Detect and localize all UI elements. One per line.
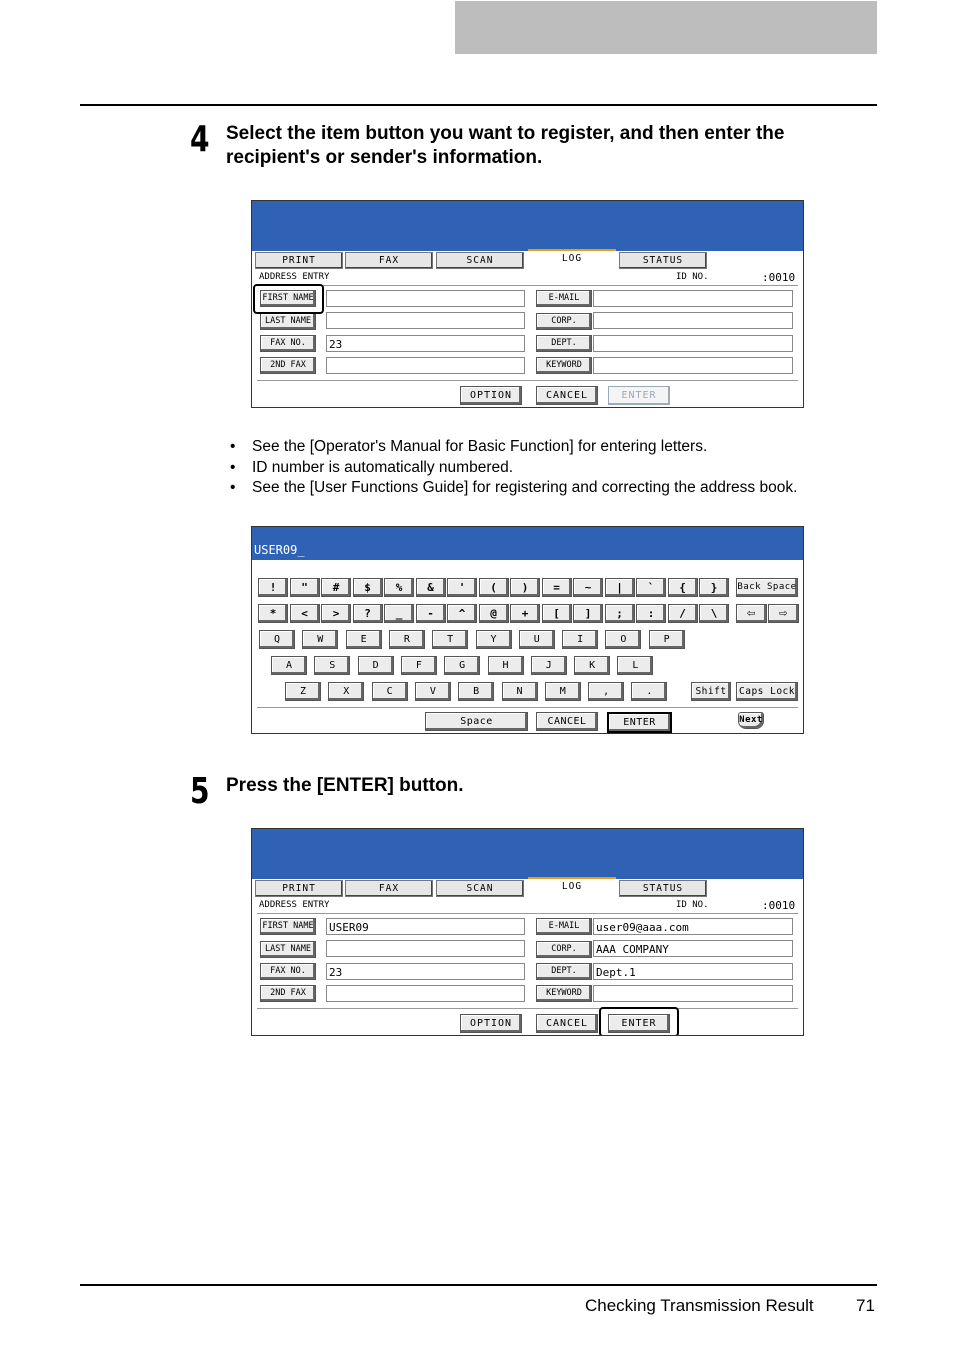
key-3-3[interactable]: F xyxy=(401,656,437,675)
corp-field[interactable]: AAA COMPANY xyxy=(593,940,793,957)
key-4-7[interactable]: , xyxy=(588,682,624,701)
fax-no-button[interactable]: FAX NO. xyxy=(260,335,316,352)
cancel-button[interactable]: CANCEL xyxy=(536,386,598,405)
left-arrow-key[interactable]: ⇦ xyxy=(736,604,767,623)
key-1-13[interactable]: / xyxy=(668,604,698,623)
key-4-5[interactable]: N xyxy=(502,682,538,701)
tab-log[interactable]: LOG xyxy=(528,877,616,899)
key-1-6[interactable]: ^ xyxy=(447,604,477,623)
corp-button[interactable]: CORP. xyxy=(536,941,592,958)
back-space-key[interactable]: Back Space xyxy=(736,578,798,597)
key-2-5[interactable]: Y xyxy=(476,630,512,649)
2nd-fax-field[interactable] xyxy=(326,985,525,1002)
key-0-10[interactable]: ~ xyxy=(573,578,603,597)
key-4-2[interactable]: C xyxy=(372,682,408,701)
key-4-6[interactable]: M xyxy=(545,682,581,701)
key-2-9[interactable]: P xyxy=(649,630,685,649)
keyboard-enter-button[interactable]: ENTER xyxy=(607,712,672,733)
key-2-3[interactable]: R xyxy=(389,630,425,649)
tab-status[interactable]: STATUS xyxy=(619,252,707,269)
e-mail-field[interactable]: user09@aaa.com xyxy=(593,918,793,935)
step-4-line-1: Select the item button you want to register, and then enter the xyxy=(226,123,785,144)
key-0-2[interactable]: # xyxy=(321,578,351,597)
key-0-4[interactable]: % xyxy=(384,578,414,597)
tab-fax[interactable]: FAX xyxy=(345,880,433,897)
screen-2-title-bar xyxy=(252,829,803,879)
step-5-text: Press the [ENTER] button. xyxy=(226,775,464,796)
2nd-fax-button[interactable]: 2ND FAX xyxy=(260,357,316,374)
tab-fax[interactable]: FAX xyxy=(345,252,433,269)
dept-field[interactable] xyxy=(593,335,793,352)
step-number-4: 4 xyxy=(190,119,210,160)
key-1-10[interactable]: ] xyxy=(573,604,603,623)
tab-print[interactable]: PRINT xyxy=(255,880,343,897)
key-1-3[interactable]: ? xyxy=(353,604,383,623)
key-3-5[interactable]: H xyxy=(488,656,524,675)
key-0-13[interactable]: { xyxy=(668,578,698,597)
key-2-8[interactable]: O xyxy=(605,630,641,649)
next-button[interactable]: Next xyxy=(738,712,764,729)
space-key[interactable]: Space xyxy=(425,712,528,731)
key-1-4[interactable]: _ xyxy=(384,604,414,623)
address-entry-heading: ADDRESS ENTRY xyxy=(259,900,330,910)
divider xyxy=(257,1008,798,1009)
e-mail-field[interactable] xyxy=(593,290,793,307)
step-4-line-2: recipient's or sender's information. xyxy=(226,147,543,168)
divider xyxy=(257,285,798,286)
key-0-1[interactable]: " xyxy=(290,578,320,597)
key-0-11[interactable]: | xyxy=(605,578,635,597)
keyboard-input-text: USER09_ xyxy=(254,543,305,557)
e-mail-button[interactable]: E-MAIL xyxy=(536,918,592,935)
key-4-4[interactable]: B xyxy=(458,682,494,701)
key-1-7[interactable]: @ xyxy=(479,604,509,623)
key-0-7[interactable]: ( xyxy=(479,578,509,597)
id-value: :0010 xyxy=(762,271,796,284)
key-2-1[interactable]: W xyxy=(302,630,338,649)
keyboard-cancel-button[interactable]: CANCEL xyxy=(536,712,598,731)
key-0-12[interactable]: ` xyxy=(636,578,666,597)
key-3-1[interactable]: S xyxy=(314,656,350,675)
tab-scan[interactable]: SCAN xyxy=(436,880,524,897)
dept-button[interactable]: DEPT. xyxy=(536,963,592,980)
footer-page-number: 71 xyxy=(856,1296,875,1315)
first-name-button[interactable]: FIRST NAME xyxy=(260,918,316,935)
last-name-field[interactable] xyxy=(326,312,525,329)
shift-key[interactable]: Shift xyxy=(691,682,731,701)
corp-field[interactable] xyxy=(593,312,793,329)
divider xyxy=(257,380,798,381)
dept-button[interactable]: DEPT. xyxy=(536,335,592,352)
first-name-field[interactable] xyxy=(326,290,525,307)
id-value: :0010 xyxy=(762,899,796,912)
key-0-14[interactable]: } xyxy=(699,578,729,597)
step-number-5: 5 xyxy=(190,771,210,812)
keyboard-screen xyxy=(251,526,804,734)
tab-print[interactable]: PRINT xyxy=(255,252,343,269)
key-0-9[interactable]: = xyxy=(542,578,572,597)
divider xyxy=(257,913,798,914)
cancel-button[interactable]: CANCEL xyxy=(536,1014,598,1033)
key-1-5[interactable]: - xyxy=(416,604,446,623)
key-1-8[interactable]: + xyxy=(510,604,540,623)
key-1-14[interactable]: \ xyxy=(699,604,729,623)
right-arrow-key[interactable]: ⇨ xyxy=(768,604,799,623)
step-4-text xyxy=(226,122,784,170)
last-name-field[interactable] xyxy=(326,940,525,957)
address-entry-heading: ADDRESS ENTRY xyxy=(259,272,330,282)
option-button[interactable]: OPTION xyxy=(460,386,522,405)
key-2-0[interactable]: Q xyxy=(259,630,295,649)
first-name-highlight xyxy=(253,284,324,314)
2nd-fax-field[interactable] xyxy=(326,357,525,374)
id-label: ID NO. xyxy=(676,900,709,910)
enter-button-disabled[interactable]: ENTER xyxy=(608,386,670,405)
footer-section-title: Checking Transmission Result xyxy=(585,1296,814,1315)
bottom-rule xyxy=(80,1284,877,1286)
dept-field[interactable]: Dept.1 xyxy=(593,963,793,980)
key-1-1[interactable]: < xyxy=(290,604,320,623)
option-button[interactable]: OPTION xyxy=(460,1014,522,1033)
key-3-8[interactable]: L xyxy=(617,656,653,675)
tab-status[interactable]: STATUS xyxy=(619,880,707,897)
notes-list xyxy=(230,437,797,499)
first-name-field[interactable]: USER09 xyxy=(326,918,525,935)
fax-no-field[interactable]: 23 xyxy=(326,963,525,980)
address-entry-screen-2 xyxy=(251,828,804,1036)
id-label: ID NO. xyxy=(676,272,709,282)
top-rule xyxy=(80,104,877,106)
key-0-5[interactable]: & xyxy=(416,578,446,597)
first-name-button[interactable]: FIRST NAME xyxy=(260,290,316,307)
tab-scan[interactable]: SCAN xyxy=(436,252,524,269)
divider xyxy=(257,707,798,708)
header-gray-bar xyxy=(455,1,877,54)
keyboard-input-bar xyxy=(252,527,803,560)
note-item: • See the [User Functions Guide] for registering and correcting the address book. xyxy=(230,478,797,499)
key-2-7[interactable]: I xyxy=(562,630,598,649)
enter-button[interactable]: ENTER xyxy=(608,1014,670,1033)
key-1-12[interactable]: : xyxy=(636,604,666,623)
key-3-4[interactable]: G xyxy=(444,656,480,675)
key-3-0[interactable]: A xyxy=(271,656,307,675)
key-3-7[interactable]: K xyxy=(574,656,610,675)
key-1-9[interactable]: [ xyxy=(542,604,572,623)
keyword-button[interactable]: KEYWORD xyxy=(536,357,592,374)
key-0-6[interactable]: ' xyxy=(447,578,477,597)
key-4-8[interactable]: . xyxy=(631,682,667,701)
address-entry-screen-1 xyxy=(251,200,804,408)
fax-no-button[interactable]: FAX NO. xyxy=(260,963,316,980)
key-1-11[interactable]: ; xyxy=(605,604,635,623)
note-item: • ID number is automatically numbered. xyxy=(230,458,797,479)
key-4-3[interactable]: V xyxy=(415,682,451,701)
key-1-2[interactable]: > xyxy=(321,604,351,623)
last-name-button[interactable]: LAST NAME xyxy=(260,941,316,958)
screen-1-title-bar xyxy=(252,201,803,251)
key-0-8[interactable]: ) xyxy=(510,578,540,597)
fax-no-field[interactable]: 23 xyxy=(326,335,525,352)
key-3-6[interactable]: J xyxy=(531,656,567,675)
key-2-4[interactable]: T xyxy=(432,630,468,649)
key-0-0[interactable]: ! xyxy=(258,578,288,597)
caps-lock-key[interactable]: Caps Lock xyxy=(736,682,798,701)
key-2-6[interactable]: U xyxy=(519,630,555,649)
2nd-fax-button[interactable]: 2ND FAX xyxy=(260,985,316,1002)
key-4-1[interactable]: X xyxy=(328,682,364,701)
key-0-3[interactable]: $ xyxy=(353,578,383,597)
enter-button-highlight xyxy=(599,1007,679,1036)
key-2-2[interactable]: E xyxy=(346,630,382,649)
keyword-field[interactable] xyxy=(593,985,793,1002)
key-3-2[interactable]: D xyxy=(358,656,394,675)
tab-log[interactable]: LOG xyxy=(528,249,616,271)
key-1-0[interactable]: * xyxy=(258,604,288,623)
keyword-button[interactable]: KEYWORD xyxy=(536,985,592,1002)
last-name-button[interactable]: LAST NAME xyxy=(260,313,316,330)
note-item: • See the [Operator's Manual for Basic Function] for entering letters. xyxy=(230,437,797,458)
keyword-field[interactable] xyxy=(593,357,793,374)
key-4-0[interactable]: Z xyxy=(285,682,321,701)
corp-button[interactable]: CORP. xyxy=(536,313,592,330)
e-mail-button[interactable]: E-MAIL xyxy=(536,290,592,307)
